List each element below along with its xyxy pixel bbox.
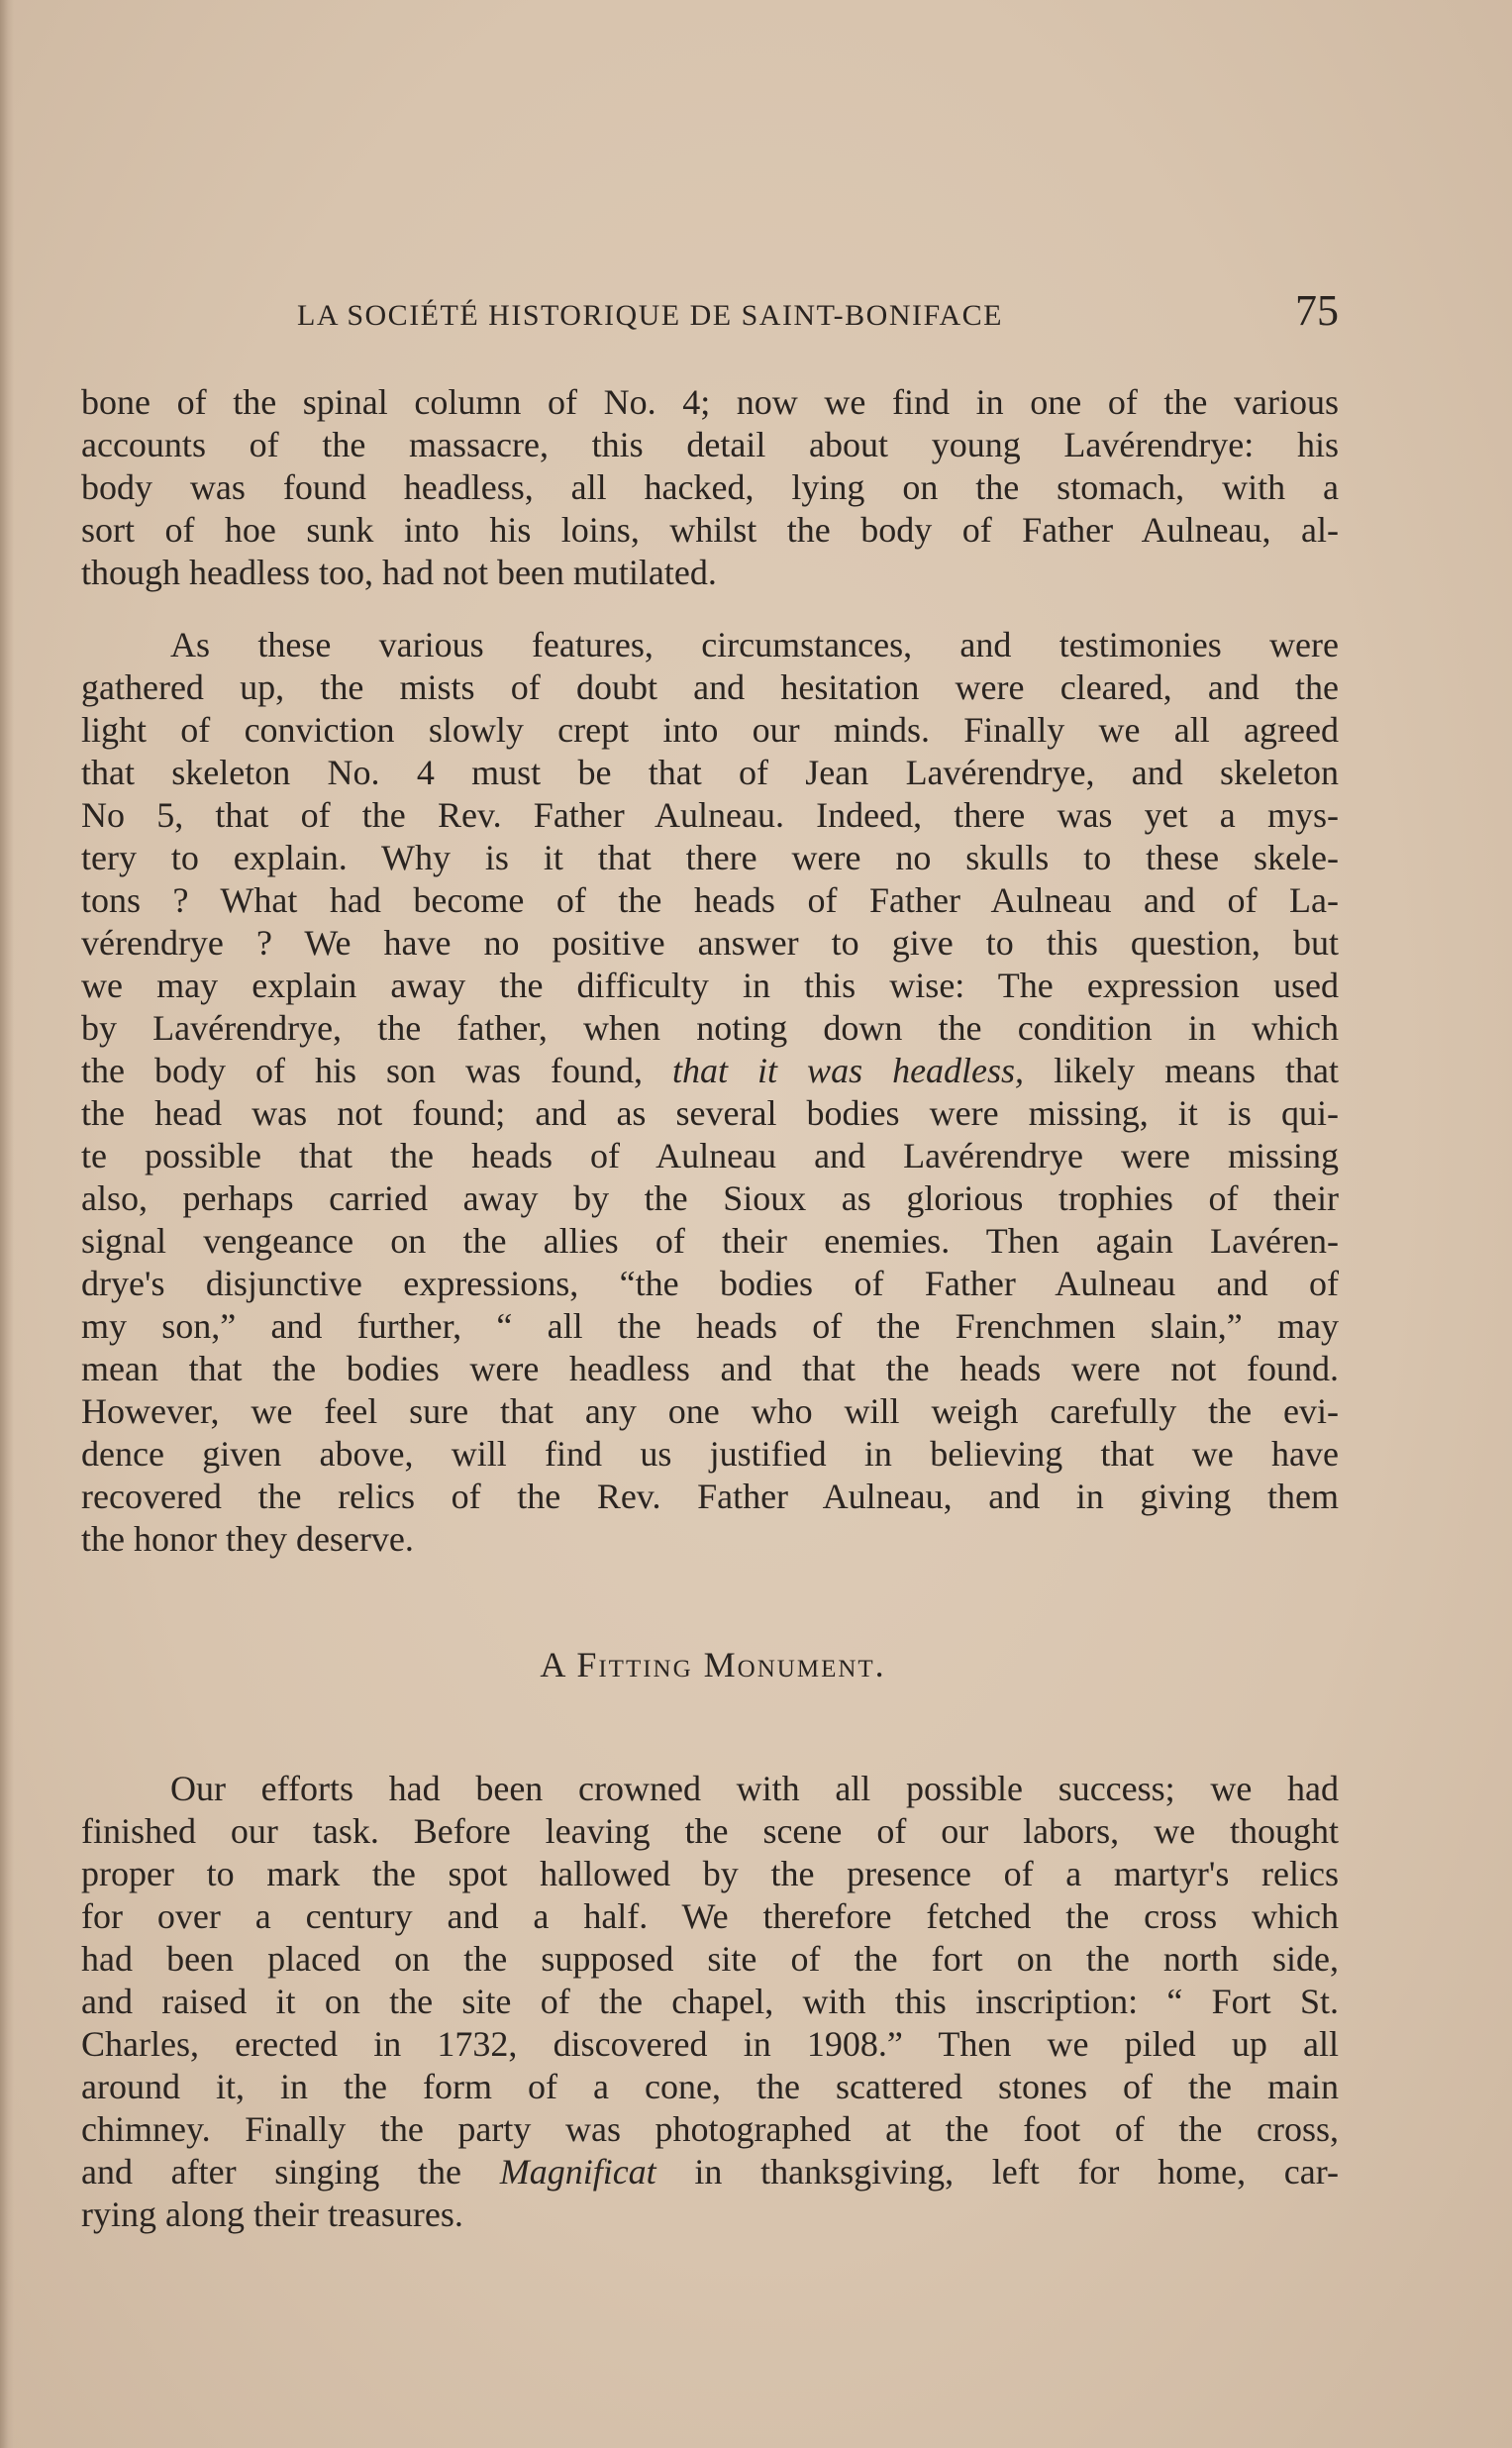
text-line: finished our task. Before leaving the scene of our labors, we thought [81,1811,1339,1851]
text-line: tons ? What had become of the heads of Father Aulneau and of La- [81,880,1339,920]
text-line: we may explain away the difficulty in this wise: The expression used [81,966,1339,1005]
italic-phrase: that it was headless, [672,1051,1025,1090]
text-line [81,2151,1339,2193]
text-line: signal vengeance on the allies of their enemies. Then again Lavéren- [81,1221,1339,1261]
text-segment: and after singing the [81,2152,461,2192]
text-line: chimney. Finally the party was photographed at the foot of the cross, [81,2109,1339,2149]
text-line [81,1050,1339,1092]
italic-word: Magnificat [499,2152,656,2192]
running-title: LA SOCIÉTÉ HISTORIQUE DE SAINT-BONIFACE [297,299,1003,332]
text-line: tery to explain. Why is it that there were no skulls to these skele- [81,838,1339,877]
page-binding-edge [0,0,14,2448]
text-line: te possible that the heads of Aulneau and Lavérendrye were missing [81,1136,1339,1175]
page-number: 75 [1295,286,1339,335]
text-line: vérendrye ? We have no positive answer to give to this question, but [81,923,1339,963]
section-heading: A Fitting Monument. [540,1645,886,1684]
text-line: the head was not found; and as several bodies were missing, it is qui- [81,1093,1339,1133]
text-line: light of conviction slowly crept into our minds. Finally we all agreed [81,710,1339,750]
text-line: recovered the relics of the Rev. Father Aulneau, and in giving them [81,1477,1339,1516]
paragraph-1 [81,381,1339,594]
text-line: sort of hoe sunk into his loins, whilst the body of Father Aulneau, al- [81,510,1339,550]
text-segment: likely means that [1054,1051,1340,1090]
paragraph-3 [81,1768,1339,2236]
text-line: also, perhaps carried away by the Sioux as glorious trophies of their [81,1178,1339,1218]
text-line: Our efforts had been crowned with all possible success; we had [170,1769,1339,1808]
text-line: for over a century and a half. We therefore fetched the cross which [81,1896,1339,1936]
text-line: proper to mark the spot hallowed by the presence of a martyr's relics [81,1854,1339,1893]
text-line: bone of the spinal column of No. 4; now we find in one of the various [81,382,1339,422]
text-line: No 5, that of the Rev. Father Aulneau. Indeed, there was yet a mys- [81,795,1339,835]
text-segment: the body of his son was found, [81,1051,644,1090]
text-line: though headless too, had not been mutilated. [81,553,717,592]
text-line: drye's disjunctive expressions, “the bodies of Father Aulneau and of [81,1264,1339,1303]
text-line: and raised it on the site of the chapel, with this inscription: “ Fort St. [81,1982,1339,2021]
text-line: However, we feel sure that any one who will weigh carefully the evi- [81,1391,1339,1431]
text-line: Charles, erected in 1732, discovered in 1908.” Then we piled up all [81,2024,1339,2064]
text-segment: in thanksgiving, left for home, car- [694,2152,1340,2192]
text-line: dence given above, will find us justified in believing that we have [81,1434,1339,1474]
text-line: by Lavérendrye, the father, when noting down the condition in which [81,1008,1339,1048]
text-line: the honor they deserve. [81,1519,414,1559]
text-line: had been placed on the supposed site of the fort on the north side, [81,1939,1339,1979]
text-line: mean that the bodies were headless and that the heads were not found. [81,1349,1339,1388]
text-line: my son,” and further, “ all the heads of the Frenchmen slain,” may [81,1306,1339,1346]
text-line: that skeleton No. 4 must be that of Jean Lavérendrye, and skeleton [81,753,1339,792]
text-line: rying along their treasures. [81,2194,463,2234]
text-line: around it, in the form of a cone, the scattered stones of the main [81,2067,1339,2106]
paragraph-2 [81,624,1339,1561]
text-line: gathered up, the mists of doubt and hesitation were cleared, and the [81,667,1339,707]
text-line: accounts of the massacre, this detail about young Lavérendrye: his [81,425,1339,464]
text-line: body was found headless, all hacked, lying on the stomach, with a [81,467,1339,507]
text-line: As these various features, circumstances, and testimonies were [170,625,1339,664]
